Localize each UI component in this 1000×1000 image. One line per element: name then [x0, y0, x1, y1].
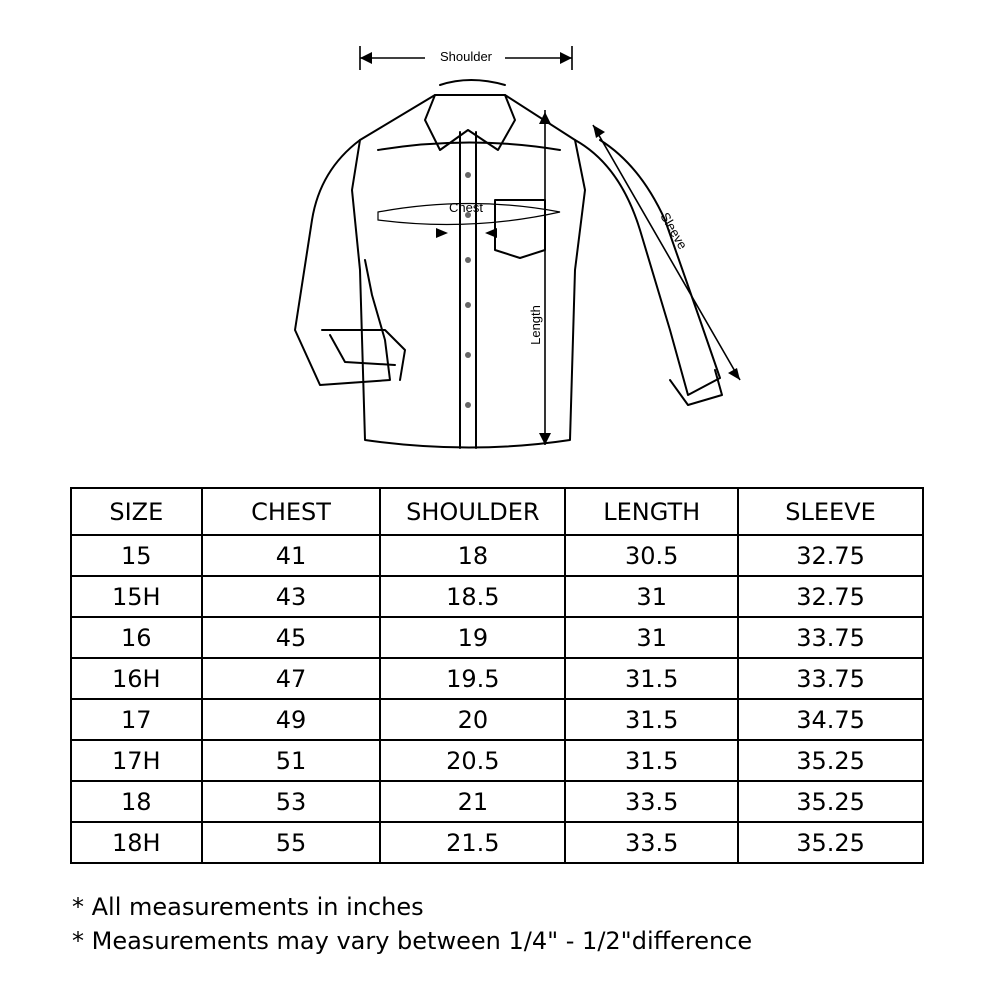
cell-length: 30.5 — [565, 535, 738, 576]
chest-label: Chest — [449, 200, 483, 215]
table-row — [71, 535, 923, 576]
cell-chest: 53 — [202, 781, 381, 822]
cell-size: 16 — [71, 617, 202, 658]
cell-length: 33.5 — [565, 822, 738, 863]
table-row — [71, 576, 923, 617]
table-row — [71, 740, 923, 781]
cell-shoulder: 20 — [380, 699, 565, 740]
cell-size: 16H — [71, 658, 202, 699]
table-row — [71, 658, 923, 699]
cell-sleeve: 34.75 — [738, 699, 923, 740]
cell-chest: 49 — [202, 699, 381, 740]
cell-chest: 41 — [202, 535, 381, 576]
cell-size: 17 — [71, 699, 202, 740]
table-row — [71, 699, 923, 740]
cell-size: 17H — [71, 740, 202, 781]
cell-shoulder: 19.5 — [380, 658, 565, 699]
table-row — [71, 822, 923, 863]
cell-chest: 55 — [202, 822, 381, 863]
cell-sleeve: 32.75 — [738, 535, 923, 576]
header-size: SIZE — [71, 488, 202, 535]
cell-shoulder: 18 — [380, 535, 565, 576]
sleeve-measure-line — [593, 125, 740, 380]
cell-shoulder: 21 — [380, 781, 565, 822]
cell-sleeve: 35.25 — [738, 740, 923, 781]
cell-sleeve: 33.75 — [738, 658, 923, 699]
footnotes — [72, 890, 752, 958]
table-row — [71, 617, 923, 658]
table-row — [71, 781, 923, 822]
shirt-left-sleeve — [295, 140, 390, 385]
cell-size: 15 — [71, 535, 202, 576]
shirt-right-sleeve — [575, 140, 720, 395]
cell-sleeve: 35.25 — [738, 822, 923, 863]
header-shoulder: SHOULDER — [380, 488, 565, 535]
cell-sleeve: 33.75 — [738, 617, 923, 658]
cell-shoulder: 20.5 — [380, 740, 565, 781]
cell-sleeve: 35.25 — [738, 781, 923, 822]
header-chest: CHEST — [202, 488, 381, 535]
length-label: Length — [528, 305, 543, 345]
cell-length: 33.5 — [565, 781, 738, 822]
sleeve-label: Sleeve — [657, 209, 691, 252]
cell-size: 18H — [71, 822, 202, 863]
cell-chest: 51 — [202, 740, 381, 781]
shoulder-label: Shoulder — [439, 49, 493, 64]
note-variance: * Measurements may vary between 1/4" - 1/2"difference — [72, 927, 753, 955]
cell-sleeve: 32.75 — [738, 576, 923, 617]
cell-shoulder: 21.5 — [380, 822, 565, 863]
cell-length: 31 — [565, 617, 738, 658]
cell-length: 31 — [565, 576, 738, 617]
cell-size: 15H — [71, 576, 202, 617]
header-length: LENGTH — [565, 488, 738, 535]
size-chart-table — [70, 487, 924, 864]
cell-chest: 43 — [202, 576, 381, 617]
note-units: * All measurements in inches — [72, 893, 424, 921]
table-header-row — [71, 488, 923, 535]
cell-length: 31.5 — [565, 699, 738, 740]
cell-chest: 45 — [202, 617, 381, 658]
cell-shoulder: 19 — [380, 617, 565, 658]
shirt-diagram — [280, 40, 760, 470]
cell-length: 31.5 — [565, 658, 738, 699]
cell-shoulder: 18.5 — [380, 576, 565, 617]
cell-size: 18 — [71, 781, 202, 822]
header-sleeve: SLEEVE — [738, 488, 923, 535]
cell-length: 31.5 — [565, 740, 738, 781]
cell-chest: 47 — [202, 658, 381, 699]
